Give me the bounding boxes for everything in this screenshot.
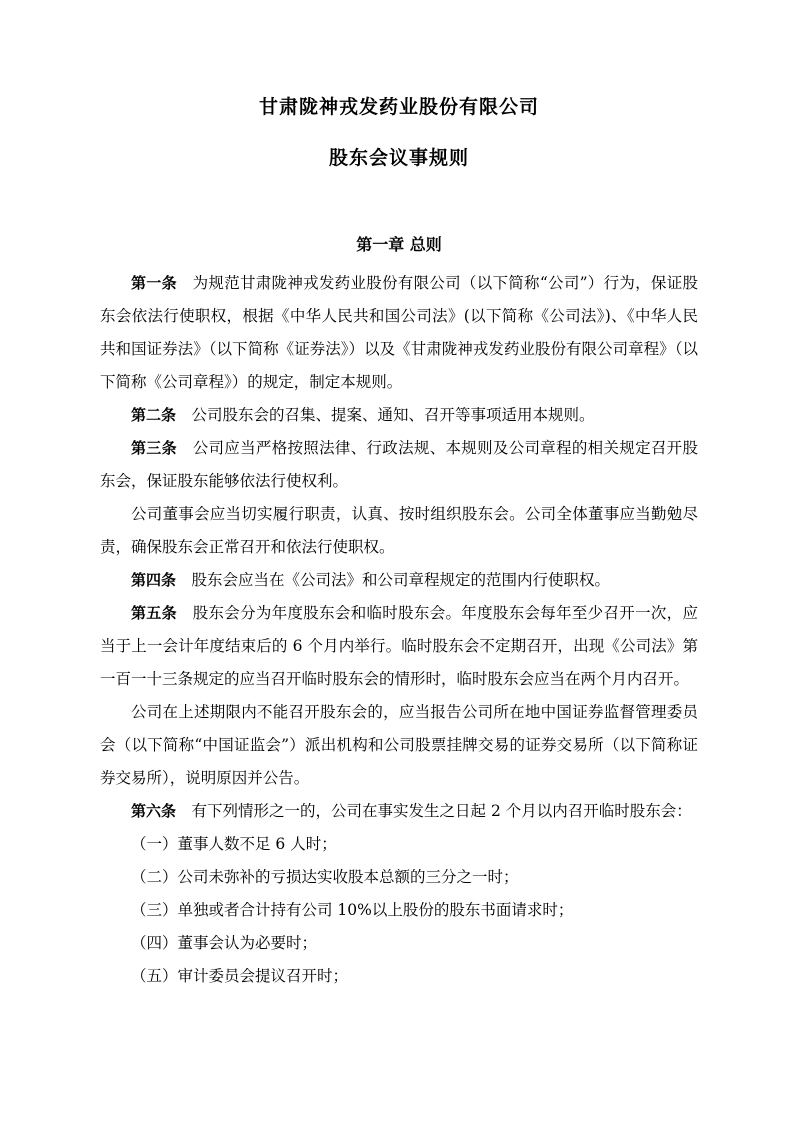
article-label: 第五条 (131, 604, 177, 622)
article-label: 第四条 (131, 571, 177, 589)
document-subtitle: 股东会议事规则 (328, 147, 469, 169)
paragraph: （五）审计委员会提议召开时； (131, 967, 349, 985)
paragraphs (100, 267, 698, 993)
paragraph: （四）董事会认为必要时； (131, 934, 318, 952)
paragraph: 第一条 为规范甘肃陇神戎发药业股份有限公司（以下简称“公司”）行为，保证股东会依法行使职权，根据《中华人民共和国公司法》(以下简称《公司法》)、《中华人民共和国证券法》（以下简称《证券法》）以及《甘肃陇神戎发药业股份有限公司章程》（以下简称《公司章程》）的规定，制定本规则。 (100, 274, 698, 391)
paragraph: 第五条 股东会分为年度股东会和临时股东会。年度股东会每年至少召开一次，应当于上一会计年度结束后的 6 个月内举行。临时股东会不定期召开，出现《公司法》第一百一十三条规定的应当召开临时股东会的情形时，临时股东会应当在两个月内召开。 (100, 604, 698, 688)
paragraph: 第三条 公司应当严格按照法律、行政法规、本规则及公司章程的相关规定召开股东会，保证股东能够依法行使权利。 (100, 439, 698, 490)
document-title: 甘肃陇神戎发药业股份有限公司 (258, 96, 539, 118)
paragraph: 公司董事会应当切实履行职责，认真、按时组织股东会。公司全体董事应当勤勉尽责，确保股东会正常召开和依法行使职权。 (100, 505, 698, 556)
paragraph: 第二条 公司股东会的召集、提案、通知、召开等事项适用本规则。 (131, 406, 595, 424)
paragraph: 第四条 股东会应当在《公司法》和公司章程规定的范围内行使职权。 (131, 571, 611, 589)
paragraph: 第六条 有下列情形之一的，公司在事实发生之日起 2 个月以内召开临时股东会： (131, 802, 692, 820)
paragraph: 公司在上述期限内不能召开股东会的，应当报告公司所在地中国证券监督管理委员会（以下简称“中国证监会”）派出机构和公司股票挂牌交易的证券交易所（以下简称证券交易所），说明原因并公告。 (100, 703, 698, 787)
paragraph: （三）单独或者合计持有公司 10%以上股份的股东书面请求时； (131, 901, 574, 919)
chapter-heading: 第一章 总则 (356, 235, 442, 254)
article-label: 第三条 (131, 439, 177, 457)
paragraph: （一）董事人数不足 6 人时； (131, 835, 337, 853)
article-label: 第六条 (131, 802, 177, 820)
article-label: 第一条 (131, 274, 177, 292)
paragraph: （二）公司未弥补的亏损达实收股本总额的三分之一时； (131, 868, 519, 886)
article-label: 第二条 (131, 406, 177, 424)
